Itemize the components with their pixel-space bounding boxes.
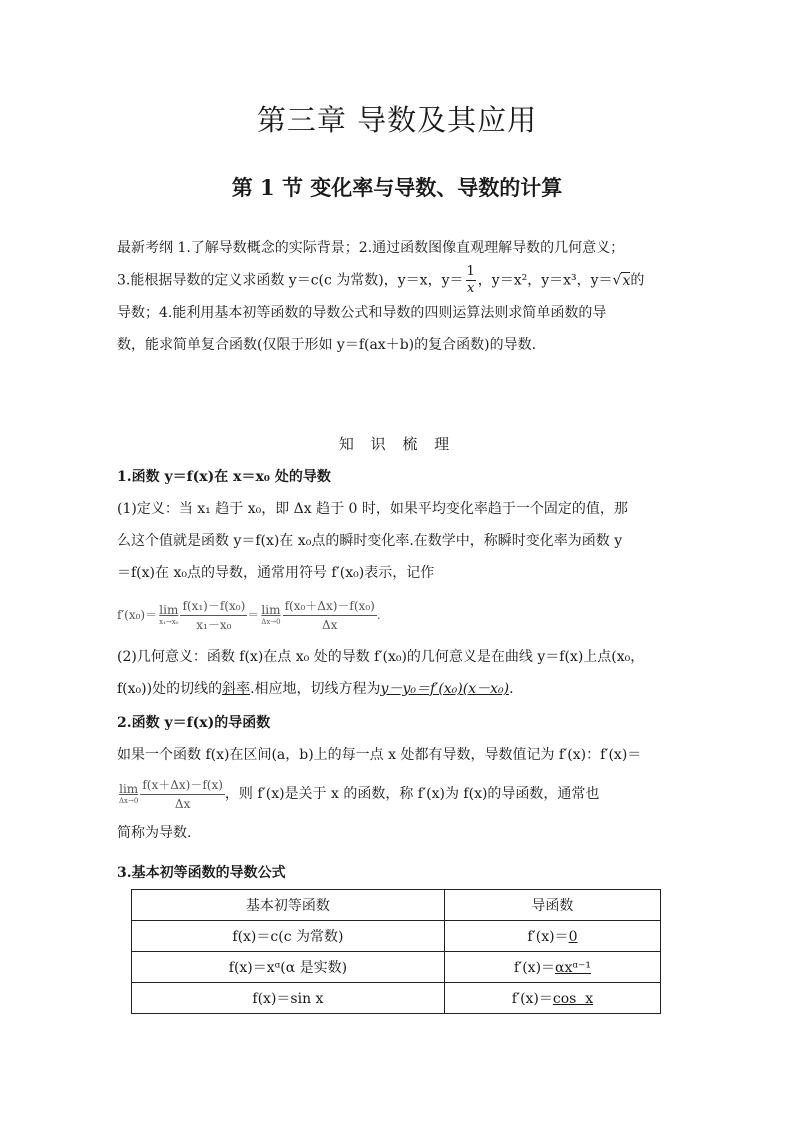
header-derivative: 导函数 (444, 890, 660, 921)
formula-lhs: f′(x₀)＝ (117, 608, 158, 622)
knowledge-heading: 知 识 梳 理 (338, 435, 456, 453)
item1-def-line-2: 么这个值就是函数 y＝f(x)在 x₀点的瞬时变化率.在数学中，称瞬时变化率为函数 y (117, 533, 623, 549)
sqrt-radicand: x (622, 272, 631, 289)
fraction-numerator: 1 (466, 264, 475, 279)
header-basic-function: 基本初等函数 (132, 890, 445, 921)
item2-title: 2.函数 y＝f(x)的导函数 (117, 715, 271, 731)
derivative-cell (444, 952, 660, 983)
derivative-answer: 0 (568, 929, 578, 945)
slope-answer: 斜率 (222, 681, 251, 697)
chapter-title: 第三章 导数及其应用 (256, 103, 538, 137)
syllabus-line-2-c: 的 (630, 272, 645, 289)
derivative-answer: αxᵅ⁻¹ (555, 960, 591, 976)
item1 (117, 461, 679, 705)
limit-subscript: Δx→0 (261, 617, 281, 626)
syllabus-line-1: 最新考纲 1.了解导数概念的实际背景；2.通过函数图像直观理解导数的几何意义； (117, 240, 625, 256)
equals-sign: ＝ (247, 608, 260, 622)
derivative-prefix: f′(x)＝ (527, 929, 569, 945)
geo-line-2-c: . (509, 681, 514, 697)
difference-quotient-3 (140, 776, 225, 813)
tangent-equation-answer: y－y₀＝f′(x₀)(x－x₀) (380, 681, 510, 697)
sqrt-sign: √ (612, 272, 622, 289)
item1-title: 1.函数 y＝f(x)在 x＝x₀ 处的导数 (117, 469, 331, 485)
function-cell: f(x)＝xᵅ(α 是实数) (132, 952, 445, 983)
item1-geo-line-1: (2)几何意义：函数 f(x)在点 x₀ 处的导数 f′(x₀)的几何意义是在曲线 y＝f(x)上点(x₀， (117, 649, 645, 665)
fraction-1-over-x (466, 264, 476, 297)
derivative-function-formula (117, 771, 679, 817)
limit-subscript: Δx→0 (119, 796, 139, 805)
limit-1 (159, 604, 178, 628)
difference-quotient-1 (180, 597, 247, 634)
derivative-prefix: f′(x)＝ (513, 960, 556, 976)
geo-line-2-a: f(x₀))处的切线的 (117, 681, 223, 697)
syllabus-line-2 (117, 264, 679, 297)
item1-geo-line-2 (117, 673, 679, 705)
derivative-cell (444, 921, 660, 952)
table-row (132, 952, 661, 983)
item3-title (117, 857, 679, 889)
function-cell: f(x)＝sin x (132, 983, 445, 1014)
derivative-cell (444, 983, 660, 1014)
formula-end-dot: . (376, 608, 381, 622)
section-title: 第 1 节 变化率与导数、导数的计算 (231, 175, 563, 200)
item2-line-3: 简称为导数. (117, 825, 192, 841)
derivative-formula-table (131, 889, 661, 1014)
table-header-row (132, 890, 661, 921)
table-row (132, 921, 661, 952)
limit-2 (261, 604, 280, 628)
fraction-denominator: Δx (321, 618, 338, 632)
syllabus-line-2-b: ，y＝x²，y＝x³，y＝ (477, 272, 613, 289)
difference-quotient-2 (283, 597, 377, 634)
derivative-prefix: f′(x)＝ (511, 991, 553, 1007)
item1-def-line-3: ＝f(x)在 x₀点的导数，通常用符号 f′(x₀)表示，记作 (117, 565, 435, 581)
syllabus-line-2-a: 3.能根据导数的定义求函数 y＝c(c 为常数)，y＝x，y＝ (117, 272, 464, 289)
fraction-numerator: f(x₀＋Δx)－f(x₀) (283, 597, 377, 616)
fraction-denominator: x (466, 281, 475, 296)
derivative-definition-formula (117, 589, 679, 641)
syllabus-line-4: 数，能求简单复合函数(仅限于形如 y＝f(ax＋b)的复合函数)的导数. (117, 337, 537, 353)
geo-line-2-b: .相应地，切线方程为 (250, 681, 381, 697)
fraction-denominator: x₁－x₀ (196, 618, 232, 632)
syllabus (117, 232, 679, 361)
syllabus-line-3: 导数；4.能利用基本初等函数的导数公式和导数的四则运算法则求简单函数的导 (117, 305, 607, 321)
limit-word: lim (119, 781, 139, 796)
function-cell: f(x)＝c(c 为常数) (132, 921, 445, 952)
table-row (132, 983, 661, 1014)
fraction-numerator: f(x₁)－f(x₀) (180, 597, 247, 616)
fraction-numerator: f(x＋Δx)－f(x) (140, 776, 225, 795)
limit-word: lim (261, 602, 281, 617)
limit-subscript: x₁→x₀ (159, 617, 179, 626)
item2 (117, 707, 679, 849)
item2-line-1: 如果一个函数 f(x)在区间(a，b)上的每一点 x 处都有导数，导数值记为 f′(x)：f′(x)＝ (117, 747, 642, 763)
limit-3 (119, 783, 138, 807)
item1-def-line-1: (1)定义：当 x₁ 趋于 x₀，即 Δx 趋于 0 时，如果平均变化率趋于一个固定的值，那 (117, 501, 628, 517)
derivative-answer: cos x (552, 991, 594, 1007)
limit-word: lim (159, 602, 179, 617)
item2-line-2-rest: ，则 f′(x)是关于 x 的函数，称 f′(x)为 f(x)的导函数，通常也 (224, 786, 600, 802)
fraction-denominator: Δx (174, 797, 191, 811)
item3-title-text: 3.基本初等函数的导数公式 (117, 865, 286, 881)
